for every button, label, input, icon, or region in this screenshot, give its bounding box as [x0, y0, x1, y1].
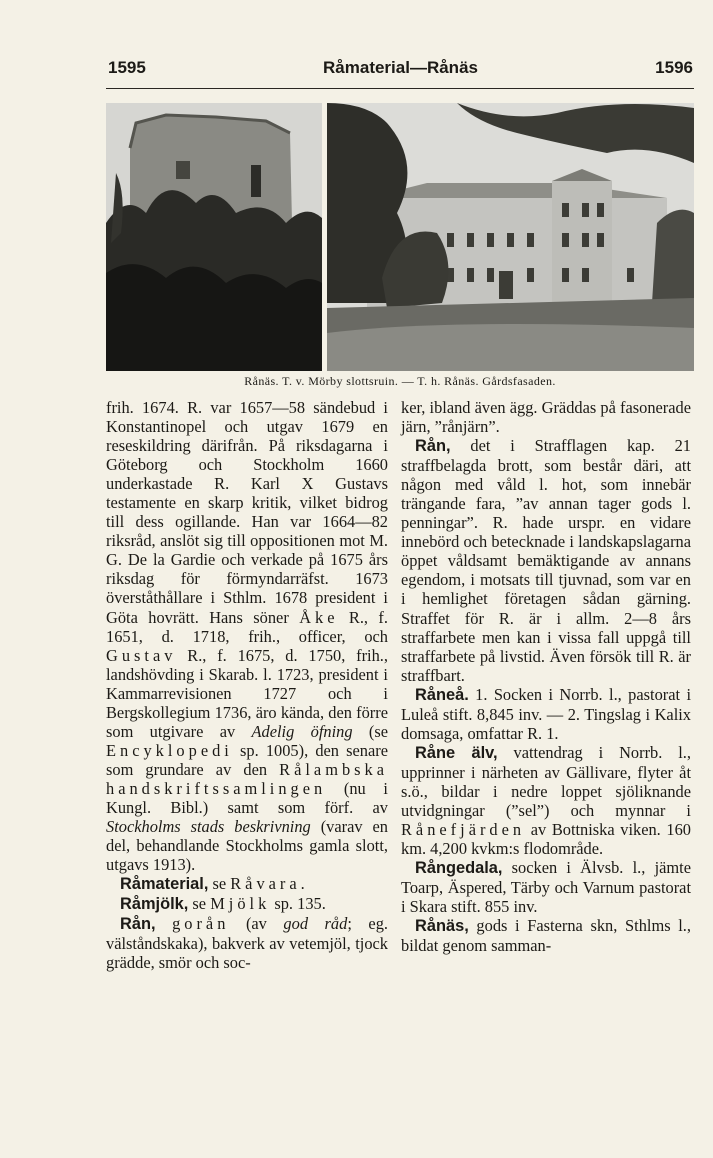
- header-rule: [106, 88, 694, 89]
- spaced-name: Gustav: [106, 645, 177, 665]
- photo-caption: Rånäs. T. v. Mörby slottsruin. — T. h. Rånäs. Gårdsfasaden.: [244, 374, 556, 388]
- headword: Rån,: [415, 437, 451, 456]
- entry-ramjolk: Råmjölk, se Mjölk sp. 135.: [120, 894, 326, 914]
- manor-facade-illustration: [327, 103, 694, 371]
- morby-ruin-photo: [106, 103, 322, 371]
- headword: Råneå.: [415, 685, 469, 704]
- cross-reference: Encyklopedi: [106, 740, 233, 760]
- entry-continuation: frih. 1674. R. var 1657—58 sändebud i Konstantinopel och utgav 1679 en reseskildring därifrån. På riksdagarna i Göteborg och Stockholm 1660 underkastade R. Karl X Gustavs testamente en skarp kritik, vilket bidrog till dess ogillande. Han var 1664—82 riksråd, anslöt sig till oppositionen mot M. G. De la Gardie och verkade på 1675 års riksdag för förmyndarräfst. 1673 överståthållare i Sthlm. 1678 president i Göta hovrätt. Hans söner Åke R., f. 1651, d. 1718, frih., officer, och Gustav R., f. 1675, d. 1750, frih., landshövding i Skarab. l. 1723, president i Kammarrevisionen 1727 och i Bergskollegium 1736, äro kända, den förre som utgivare av Adelig öfning (se Encyklopedi sp. 1005), den senare som grundare av den Rålambska handskriftssamlingen (nu i Kungl. Bibl.) samt som förf. av Stockholms stads beskrivning (varav en del, behandlande Stockholms gamla slott, utgavs 1913).: [106, 398, 388, 875]
- spaced-name: Åke: [299, 607, 339, 627]
- page-number-left: 1595: [108, 58, 146, 77]
- entry-ran-brott: Rån, det i Strafflagen kap. 21 straffbelagda brott, som består däri, att någon med våld l. hot, som innebär trängande fara, ”av annan tager gods l. penningar”. R. hade urspr. en vidare innebörd och betecknade i landskapslagarna öppet våldsamt bemäktigande av annans egendom, i motsats till tjuvnad, som var en i hemlighet företagen sådan gärning. Straffet för R. är i allm. 2—8 års straffarbete men kan i vissa fall uppgå till straffarbete på livstid. Även försök till R. är straffbart.: [401, 436, 691, 685]
- entry-ran-bakverk: Rån, gorån (av god råd; eg. välståndskaka), bakverk av vetemjöl, tjock grädde, smör och soc-: [106, 914, 388, 973]
- headword: Rån,: [120, 915, 156, 934]
- headword: Råmaterial,: [120, 875, 209, 894]
- left-column: [106, 398, 388, 972]
- cross-reference: Råvara: [230, 874, 301, 894]
- entry-rangedala: Rångedala, socken i Älvsb. l., jämte Toarp, Äspered, Tärby och Varnum pastorat i Skara stift. 855 inv.: [401, 858, 691, 917]
- entry-continuation: ker, ibland även ägg. Gräddas på fasonerade järn, ”rånjärn”.: [401, 398, 691, 437]
- photo-figure: [106, 103, 694, 371]
- headword: Råne älv,: [415, 743, 498, 762]
- cross-reference: Rålambska handskriftssamlingen: [106, 759, 388, 798]
- cross-reference: Mjölk: [210, 894, 271, 914]
- italic-title: Adelig öfning: [251, 721, 353, 741]
- ranas-manor-photo: [327, 103, 694, 371]
- spaced-term: gorån: [172, 914, 230, 934]
- right-column: [401, 398, 691, 955]
- entry-ranas: Rånäs, gods i Fasterna skn, Sthlms l., bildat genom samman-: [401, 916, 691, 956]
- ruin-tower-illustration: [106, 103, 322, 371]
- running-title: Råmaterial—Rånäs: [323, 58, 478, 77]
- italic-title: Stockholms stads beskrivning: [106, 817, 311, 837]
- entry-ranea: Råneå. 1. Socken i Norrb. l., pastorat i Luleå stift. 8,845 inv. — 2. Tingslag i Kalix domsaga, omfattar R. 1.: [401, 684, 691, 743]
- entry-ramaterial: Råmaterial, se Råvara.: [120, 874, 305, 894]
- headword: Råmjölk,: [120, 895, 189, 914]
- headword: Rångedala,: [415, 859, 503, 878]
- headword: Rånäs,: [415, 917, 469, 936]
- running-header: [108, 56, 693, 80]
- entry-rane-alv: Råne älv, vattendrag i Norrb. l., upprinner i närheten av Gällivare, flyter åt s.ö., bildar i nedre loppet sjöliknande utvidgningar (”sel”) och mynnar i Rånefjärden av Bottniska viken. 160 km. 4,200 kvkm:s flodområde.: [401, 742, 692, 859]
- italic-term: god råd: [283, 914, 348, 934]
- page-number-right: 1596: [655, 58, 693, 77]
- cross-reference: Rånefjärden: [401, 820, 526, 840]
